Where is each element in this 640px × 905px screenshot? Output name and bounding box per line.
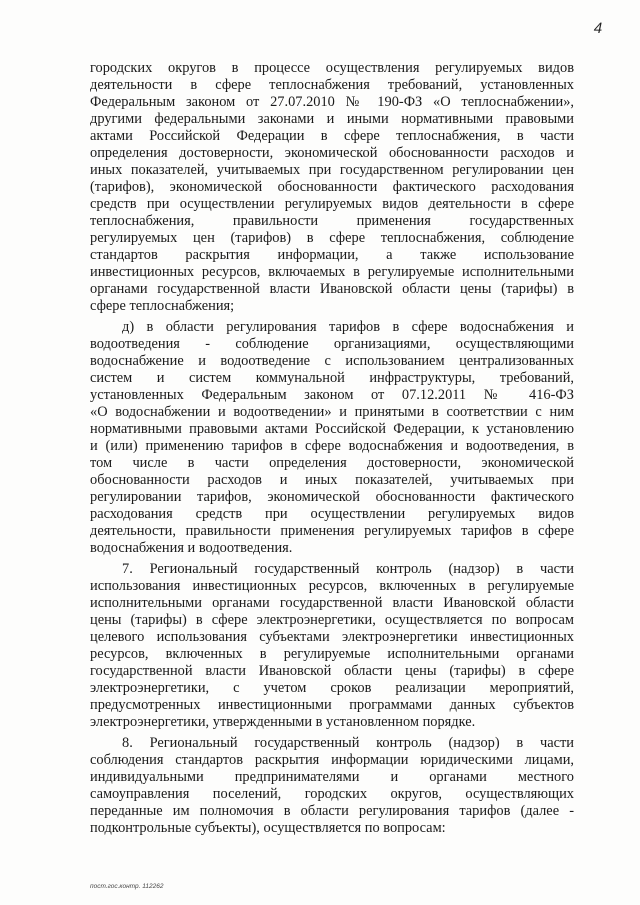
text-line: органами государственной власти Ивановской области цены (тарифы) в (90, 281, 574, 297)
text-line: инвестиционных ресурсов, включаемых в регулируемые исполнительными (90, 264, 574, 280)
text-line: (тарифов), экономической обоснованности фактического расходования (90, 179, 574, 195)
text-line: Федеральным законом от 27.07.2010 № 190-ФЗ «О теплоснабжении», (90, 94, 574, 110)
text-line: предусмотренных инвестиционными программами данных субъектов (90, 697, 574, 713)
text-line: городских округов в процессе осуществления регулируемых видов (90, 60, 574, 76)
text-line: систем и систем коммунальной инфраструктуры, требований, (90, 370, 574, 386)
page-number: 4 (592, 20, 605, 37)
text-line: расходования средств при осуществлении регулируемых видов (90, 506, 574, 522)
text-line: и (или) применению тарифов в сфере водоснабжения и водоотведения, в (90, 438, 574, 454)
text-line: регулируемых цен (тарифов) в сфере теплоснабжения, соблюдение (90, 230, 574, 246)
text-line: установленных Федеральным законом от 07.12.2011 № 416-ФЗ (90, 387, 574, 403)
text-line: «О водоснабжении и водоотведении» и принятыми в соответствии с ним (90, 404, 574, 420)
text-line: средств при осуществлении регулируемых видов деятельности в сфере (90, 196, 574, 212)
text-line: 8. Региональный государственный контроль (надзор) в части (122, 735, 574, 751)
text-line: определения достоверности, экономической обоснованности расходов и (90, 145, 574, 161)
paragraph-d-water-supply (90, 319, 574, 557)
paragraph-7-electricity (90, 561, 574, 731)
paragraph-8-disclosure (90, 735, 574, 837)
text-line: обоснованности расходов и иных показателей, учитываемых при (90, 472, 574, 488)
text-line: сфере теплоснабжения; (90, 298, 235, 314)
body-text (90, 60, 574, 837)
text-line: целевого использования субъектами электроэнергетики инвестиционных (90, 629, 574, 645)
text-line: самоуправления поселений, городских округов, осуществляющих (90, 786, 574, 802)
text-line: теплоснабжения, правильности применения государственных (90, 213, 574, 229)
text-line: д) в области регулирования тарифов в сфере водоснабжения и (122, 319, 574, 335)
text-line: водоотведения - соблюдение организациями, осуществляющими (90, 336, 574, 352)
text-line: соблюдения стандартов раскрытия информации юридическими лицами, (90, 752, 574, 768)
text-line: деятельности, правильности применения регулируемых тарифов в сфере (90, 523, 574, 539)
text-line: водоснабжения и водоотведения. (90, 540, 293, 556)
text-line: нормативными правовыми актами Российской Федерации, к установлению (90, 421, 574, 437)
footer-file-reference: пост.гос.контр. 112262 (90, 883, 164, 890)
text-line: другими федеральными законами и иными нормативными правовыми (90, 111, 574, 127)
text-line: водоснабжение и водоотведение с использованием централизованных (90, 353, 574, 369)
paragraph-continuation (90, 60, 574, 315)
text-line: цены (тарифы) в сфере электроэнергетики, осуществляется по вопросам (90, 612, 574, 628)
text-line: использования инвестиционных ресурсов, включенных в регулируемые (90, 578, 574, 594)
text-line: индивидуальными предпринимателями и органами местного (90, 769, 574, 785)
text-line: исполнительными органами государственной власти Ивановской области (90, 595, 574, 611)
text-line: ресурсов, включенных в регулируемые исполнительными органами (90, 646, 574, 662)
text-line: переданные им полномочия в области регулирования тарифов (далее - (90, 803, 574, 819)
text-line: том числе в части определения достоверности, экономической (90, 455, 574, 471)
text-line: деятельности в сфере теплоснабжения требований, установленных (90, 77, 574, 93)
text-line: подконтрольные субъекты), осуществляется по вопросам: (90, 820, 446, 836)
text-line: 7. Региональный государственный контроль (надзор) в части (122, 561, 574, 577)
text-line: электроэнергетики, утвержденными в установленном порядке. (90, 714, 476, 730)
text-line: стандартов раскрытия информации, а также использование (90, 247, 574, 263)
text-line: актами Российской Федерации в сфере теплоснабжения, в части (90, 128, 574, 144)
text-line: регулировании тарифов, экономической обоснованности фактического (90, 489, 574, 505)
text-line: электроэнергетики, с учетом сроков реализации мероприятий, (90, 680, 574, 696)
text-line: государственной власти Ивановской области цены (тарифы) в сфере (90, 663, 574, 679)
text-line: иных показателей, учитываемых при государственном регулировании цен (90, 162, 574, 178)
